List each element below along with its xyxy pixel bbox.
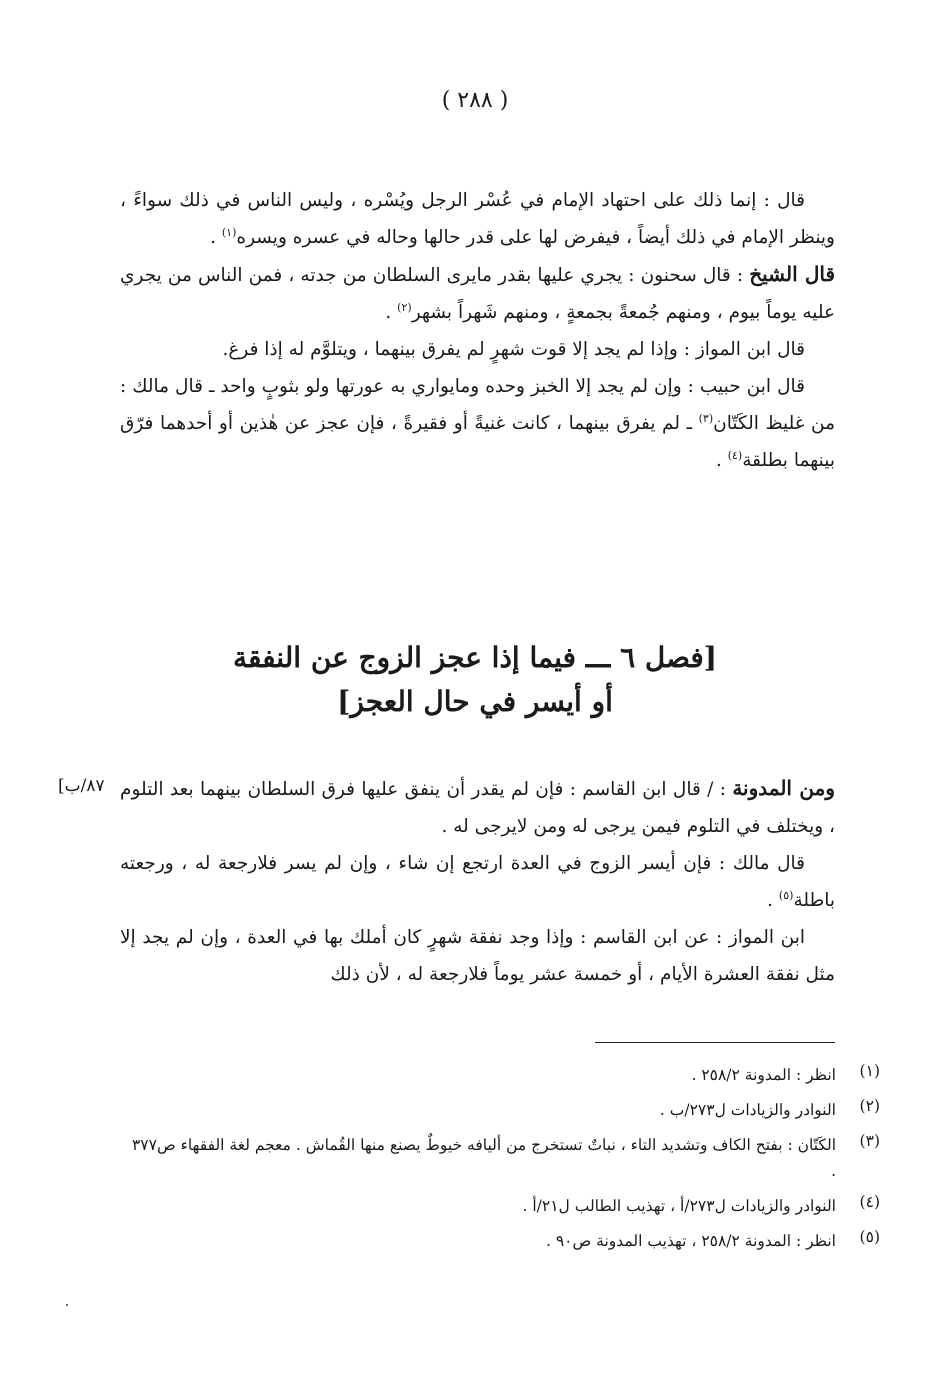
paragraph-tail: . [767, 890, 779, 911]
footnote-ref: (١) [221, 225, 237, 239]
footnote-text: انظر : المدونة ٢٥٨/٢ ، تهذيب المدونة ص٩٠ . [545, 1232, 836, 1250]
footnote [130, 1132, 880, 1184]
paragraph [120, 256, 835, 331]
bottom-text-block [120, 770, 835, 993]
footnote-number: (٥) [859, 1228, 880, 1246]
paragraph-text: ـ لم يفرق بينهما ، كانت غنيةً أو فقيرةً ، فإن عجز عن هٰذين أو أحدهما فرّق بينهما بطلقة [120, 413, 835, 471]
paragraph-text: قال ابن المواز : وإذا لم يجد إلا قوت شهرٍ لم يفرق بينهما ، ويتلوَّم له إذا فرغ. [222, 339, 805, 360]
paragraph [120, 770, 835, 845]
paragraph-text: قال ابن حبيب : وإن لم يجد إلا الخبز وحده ومايواري به عورتها ولو بثوبٍ واحد ـ قال مالك : من غليظ الكَتّان [120, 376, 835, 434]
footnote-text: النوادر والزيادات ل٢٧٣/أ ، تهذيب الطالب ل٢١/أ . [522, 1197, 836, 1215]
top-text-block [120, 182, 835, 479]
footnote-ref: (٤) [727, 448, 743, 462]
footnote-text: الكَتّان : بفتح الكاف وتشديد التاء ، نباتٌ تستخرج من أليافه خيوطٌ يصنع منها القُماش . معجم لغة الفقهاء ص٣٧٧ . [131, 1136, 836, 1180]
paragraph-tail: . [210, 227, 222, 248]
footnote-ref: (٢) [397, 300, 412, 314]
paragraph [120, 919, 835, 993]
section-heading [0, 636, 950, 724]
footnote [130, 1097, 880, 1123]
paragraph-tail: . [385, 302, 398, 323]
footnotes [130, 1062, 880, 1263]
paragraph-lead: قال الشيخ [749, 262, 835, 286]
footnote-divider [595, 1042, 835, 1043]
footnote-text: انظر : المدونة ٢٥٨/٢ . [691, 1066, 836, 1084]
page-number: ( ٢٨٨ ) [441, 88, 509, 113]
footnote [130, 1228, 880, 1254]
footnote-ref: (٥) [778, 888, 794, 902]
paragraph-text: قال : إنما ذلك على احتهاد الإمام في عُسْر الرجل ويُسْره ، وليس الناس في ذلك سواءً ، وينظر الإمام في ذلك أيضاً ، فيفرض لها على قدر حالها وحاله في عسره ويسره [120, 190, 835, 248]
footnote [130, 1193, 880, 1219]
paragraph-text: قال مالك : فإن أيسر الزوج في العدة ارتجع إن شاء ، وإن لم يسر فلارجعة له ، ورجعته باطلة [120, 853, 835, 911]
footnote-ref: (٣) [698, 411, 714, 425]
footnote-number: (٤) [859, 1193, 880, 1211]
paragraph-text: : / قال ابن القاسم : فإن لم يقدر أن ينفق عليها فرق السلطان بينهما بعد التلوم ، ويختلف في التلوم فيمن يرجى له ومن لايرجى له . [120, 779, 835, 837]
manuscript-folio-ref: [٨٧/ب [58, 776, 105, 796]
footnote-text: النوادر والزيادات ل٢٧٣/ب . [659, 1101, 836, 1119]
footnote-number: (٣) [859, 1132, 880, 1150]
heading-line: [فصل ٦ ـــ فيما إذا عجز الزوج عن النفقة [232, 641, 718, 674]
heading-line: أو أيسر في حال العجز] [337, 685, 613, 718]
footnote-number: (١) [859, 1062, 880, 1080]
paragraph-lead: ومن المدونة [732, 776, 836, 800]
footnote-number: (٢) [859, 1097, 880, 1115]
paragraph [120, 182, 835, 256]
paragraph-text: : قال سحنون : يجري عليها بقدر مايرى السلطان من جدته ، فمن الناس من يجري عليه يوماً بيوم ، ومنهم جُمعةً بجمعةٍ ، ومنهم شَهراً بشهر [120, 265, 835, 323]
paragraph-tail: . [715, 450, 728, 471]
paragraph [120, 845, 835, 919]
paragraph-text: ابن المواز : عن ابن القاسم : وإذا وجد نفقة شهرٍ كان أملك بها في العدة ، وإن لم يجد إلا مثل نفقة العشرة الأيام ، أو خمسة عشر يوماً فلارجعة له ، لأن ذلك [120, 927, 835, 985]
scan-speck [66, 1304, 68, 1306]
paragraph [120, 368, 835, 479]
paragraph [120, 331, 835, 368]
footnote [130, 1062, 880, 1088]
